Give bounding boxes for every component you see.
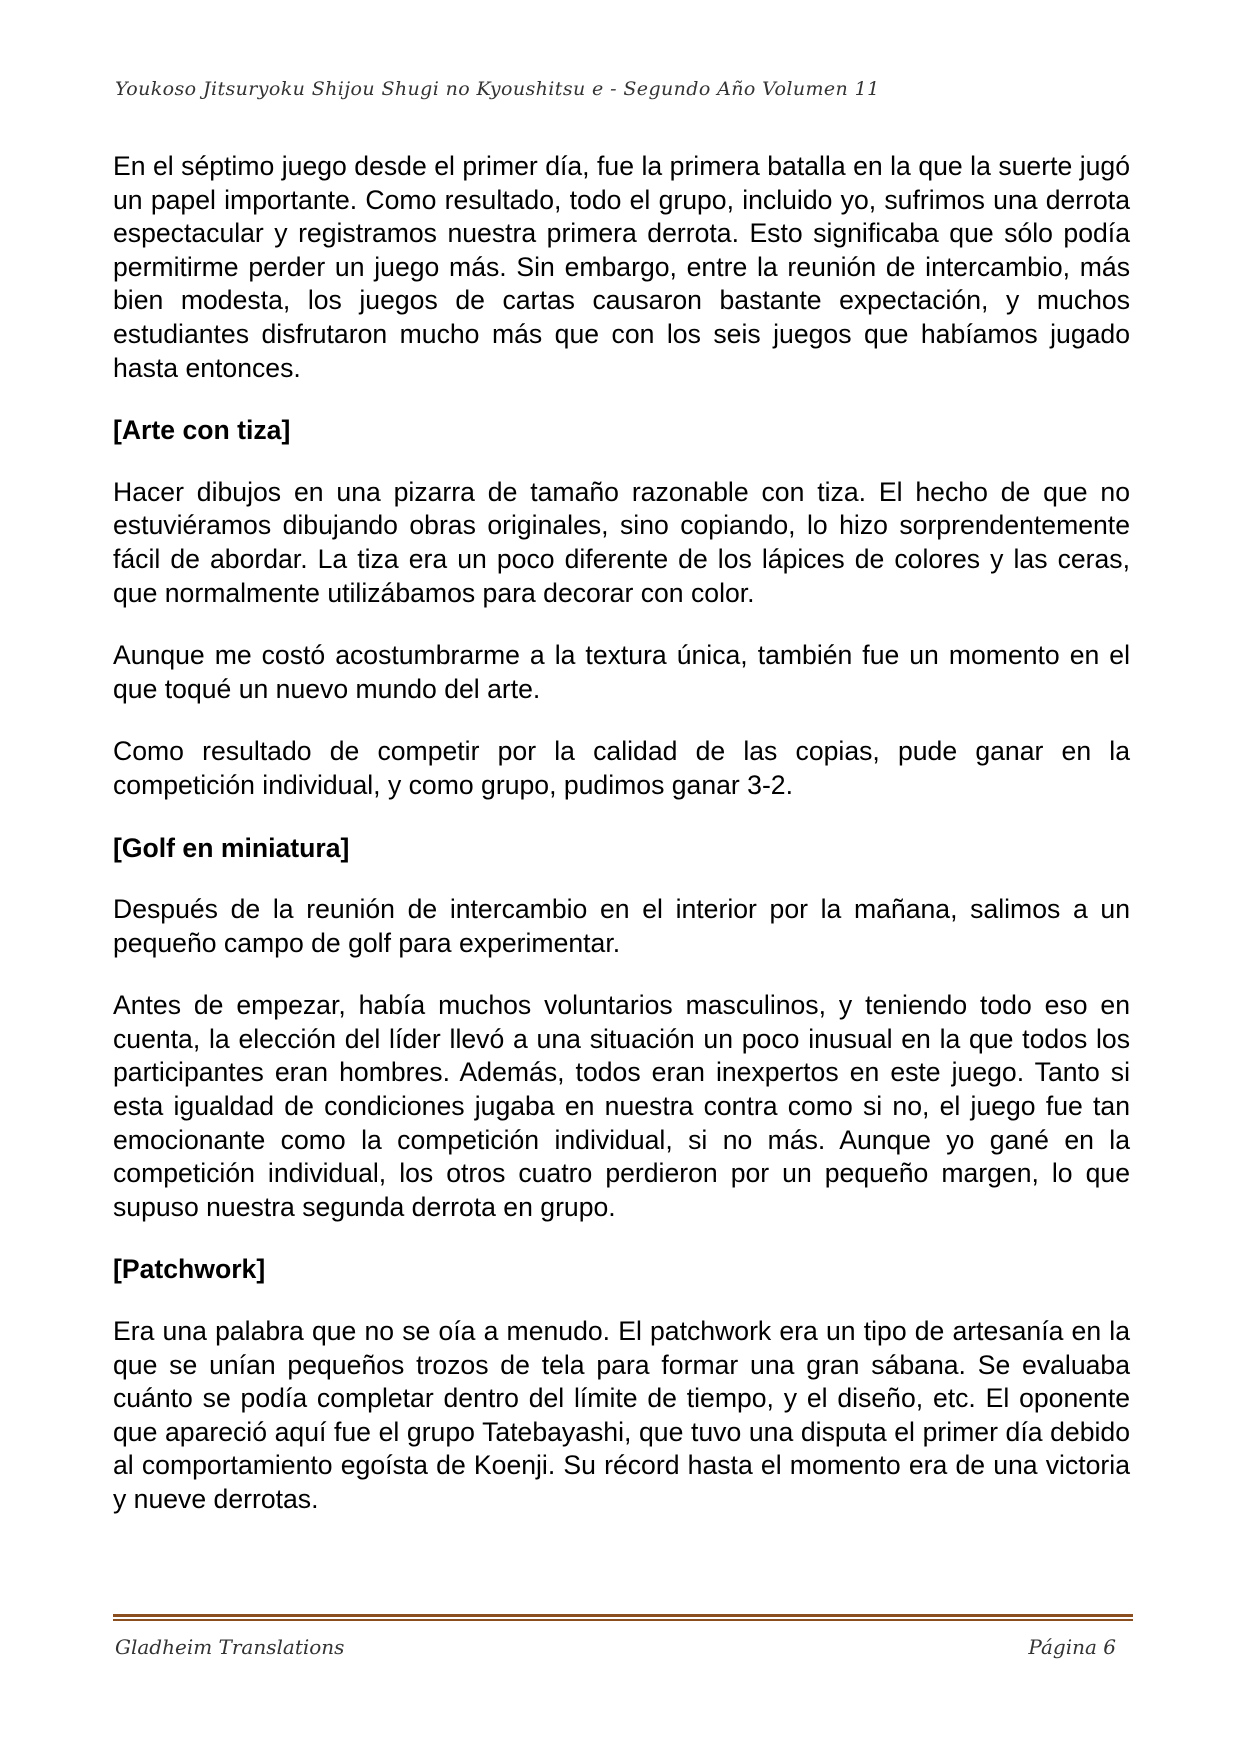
page-number: Página 6 bbox=[1028, 1635, 1116, 1659]
footer-divider bbox=[113, 1614, 1133, 1621]
paragraph-6: Antes de empezar, había muchos voluntarios masculinos, y teniendo todo eso en cuenta, la elección del líder llevó a una situación un poco inusual en la que todos los participantes eran hombres. Además, todos eran inexpertos en este juego. Tanto si esta igualdad de condiciones jugaba en nuestra contra como si no, el juego fue tan emocionante como la competición individual, si no más. Aunque yo gané en la competición individual, los otros cuatro perdieron por un pequeño margen, lo que supuso nuestra segunda derrota en grupo. bbox=[113, 990, 1130, 1222]
page-body bbox=[113, 150, 1130, 1517]
running-header: Youkoso Jitsuryoku Shijou Shugi no Kyoushitsu e - Segundo Año Volumen 11 bbox=[115, 78, 880, 100]
paragraph-1: En el séptimo juego desde el primer día, fue la primera batalla en la que la suerte jugó un papel importante. Como resultado, todo el grupo, incluido yo, sufrimos una derrota espectacular y registramos nuestra primera derrota. Esto significaba que sólo podía permitirme perder un juego más. Sin embargo, entre la reunión de intercambio, más bien modesta, los juegos de cartas causaron bastante expectación, y muchos estudiantes disfrutaron mucho más que con los seis juegos que habíamos jugado hasta entonces. bbox=[113, 151, 1130, 383]
section-heading-patchwork: [Patchwork] bbox=[113, 1254, 266, 1285]
paragraph-3: Aunque me costó acostumbrarme a la textura única, también fue un momento en el que toqué un nuevo mundo del arte. bbox=[113, 640, 1130, 704]
paragraph-2: Hacer dibujos en una pizarra de tamaño razonable con tiza. El hecho de que no estuviéramos dibujando obras originales, sino copiando, lo hizo sorprendentemente fácil de abordar. La tiza era un poco diferente de los lápices de colores y las ceras, que normalmente utilizábamos para decorar con color. bbox=[113, 476, 1130, 608]
section-heading-golf-en-miniatura: [Golf en miniatura] bbox=[113, 832, 350, 863]
paragraph-7: Era una palabra que no se oía a menudo. El patchwork era un tipo de artesanía en la que se unían pequeños trozos de tela para formar una gran sábana. Se evaluaba cuánto se podía completar dentro del límite de tiempo, y el diseño, etc. El oponente que apareció aquí fue el grupo Tatebayashi, que tuvo una disputa el primer día debido al comportamiento egoísta de Koenji. Su récord hasta el momento era de una victoria y nueve derrotas. bbox=[113, 1316, 1130, 1514]
paragraph-5: Después de la reunión de intercambio en el interior por la mañana, salimos a un pequeño campo de golf para experimentar. bbox=[113, 894, 1130, 958]
paragraph-4: Como resultado de competir por la calidad de las copias, pude ganar en la competición individual, y como grupo, pudimos ganar 3-2. bbox=[113, 736, 1130, 800]
section-heading-arte-con-tiza: [Arte con tiza] bbox=[113, 415, 291, 446]
footer-credit: Gladheim Translations bbox=[115, 1635, 345, 1659]
